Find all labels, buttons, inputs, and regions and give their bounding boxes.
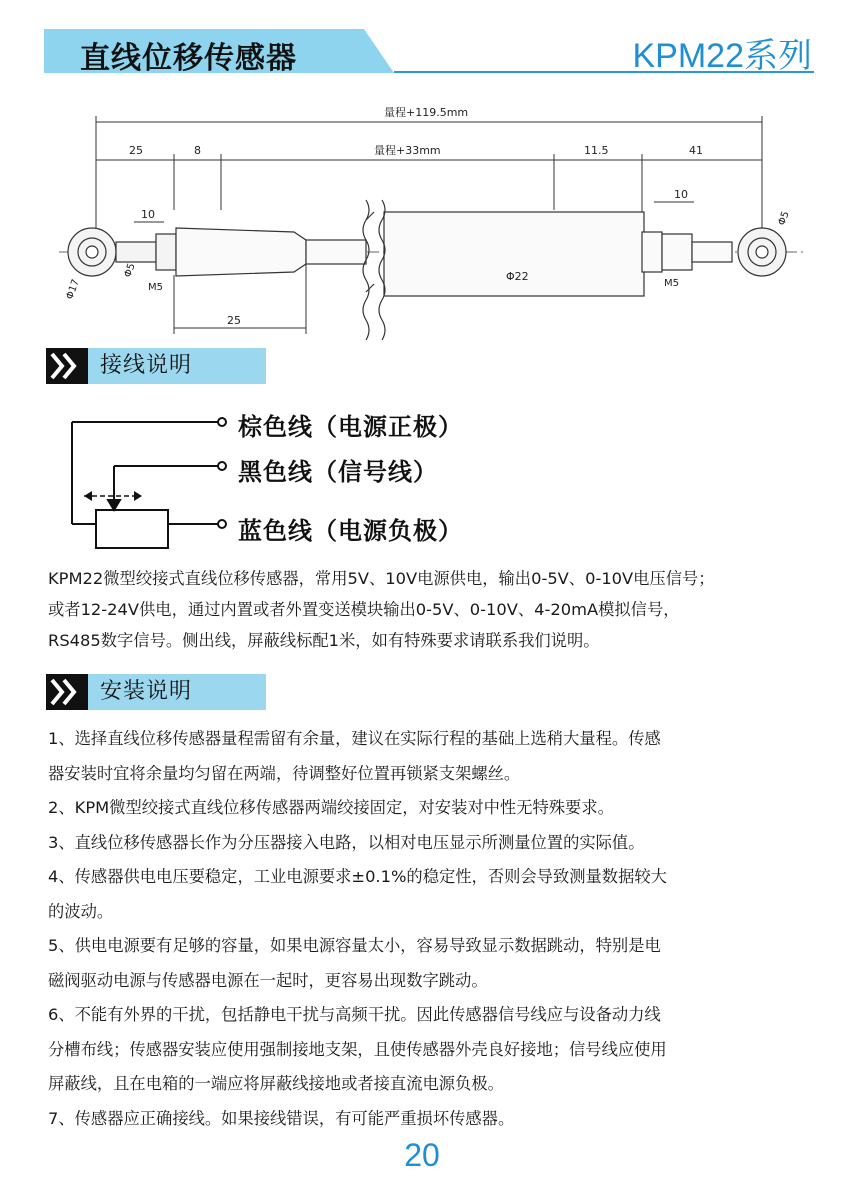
svg-text:Φ5: Φ5 xyxy=(776,209,792,228)
install-list xyxy=(48,722,818,1136)
total-range-text: 量程+119.5mm xyxy=(384,106,469,119)
wire-brown-label: 棕色线（电源正极） xyxy=(238,413,463,441)
svg-text:25: 25 xyxy=(227,314,241,327)
wiring-section-title: 接线说明 xyxy=(88,348,266,384)
page-number: 20 xyxy=(404,1137,440,1173)
wire-blue-label: 蓝色线（电源负极） xyxy=(238,517,463,545)
install-section-title: 安装说明 xyxy=(88,674,266,710)
install-line: 4、传感器供电电压要稳定，工业电源要求±0.1%的稳定性，否则会导致测量数据较大 xyxy=(48,867,667,886)
description-paragraph xyxy=(48,563,818,656)
description-line: 或者12-24V供电，通过内置或者外置变送模块输出0-5V、0-10V、4-20mA模拟信号， xyxy=(48,600,680,619)
install-line: 1、选择直线位移传感器量程需留有余量，建议在实际行程的基础上选稍大量程。传感 xyxy=(48,729,661,748)
sensor-body xyxy=(176,212,732,296)
svg-text:M5: M5 xyxy=(664,278,679,289)
range-text: 量程+33mm xyxy=(374,144,441,157)
svg-text:8: 8 xyxy=(194,144,201,157)
left-rod-end xyxy=(68,228,176,276)
page-title: 直线位移传感器 xyxy=(80,41,297,76)
install-line: 5、供电电源要有足够的容量，如果电源容量太小，容易导致显示数据跳动，特别是电 xyxy=(48,936,661,955)
install-line: 的波动。 xyxy=(48,901,114,921)
description-line: KPM22微型绞接式直线位移传感器，常用5V、10V电源供电，输出0-5V、0-10V电压信号； xyxy=(48,569,715,588)
svg-text:Φ22: Φ22 xyxy=(506,270,529,283)
svg-text:41: 41 xyxy=(689,144,703,157)
svg-text:Φ5: Φ5 xyxy=(122,261,138,280)
install-line: 器安装时宜将余量均匀留在两端，待调整好位置再锁紧支架螺丝。 xyxy=(48,763,521,783)
install-line: 屏蔽线，且在电箱的一端应将屏蔽线接地或者接直流电源负极。 xyxy=(48,1074,504,1093)
install-line: 2、KPM微型绞接式直线位移传感器两端绞接固定，对安装对中性无特殊要求。 xyxy=(48,798,614,817)
install-line: 7、传感器应正确接线。如果接线错误，有可能严重损坏传感器。 xyxy=(48,1108,515,1128)
series-label: KPM22系列 xyxy=(632,37,812,75)
install-line: 3、直线位移传感器长作为分压器接入电路，以相对电压显示所测量位置的实际值。 xyxy=(48,832,645,852)
svg-text:M5: M5 xyxy=(148,282,163,293)
svg-text:11.5: 11.5 xyxy=(584,144,609,157)
install-line: 分槽布线；传感器安装应使用强制接地支架，且使传感器外壳良好接地；信号线应使用 xyxy=(48,1039,667,1059)
dimension-drawing xyxy=(44,100,814,340)
install-line: 磁阀驱动电源与传感器电源在一起时，更容易出现数字跳动。 xyxy=(48,970,488,990)
description-line: RS485数字信号。侧出线，屏蔽线标配1米，如有特殊要求请联系我们说明。 xyxy=(48,631,600,650)
svg-text:10: 10 xyxy=(674,188,688,201)
right-rod-end xyxy=(738,228,786,276)
double-chevron-icon xyxy=(46,674,88,710)
svg-text:25: 25 xyxy=(129,144,143,157)
double-chevron-icon xyxy=(46,348,88,384)
install-line: 6、不能有外界的干扰，包括静电干扰与高频干扰。因此传感器信号线应与设备动力线 xyxy=(48,1005,661,1024)
svg-text:Φ17: Φ17 xyxy=(64,277,82,302)
wire-black-label: 黑色线（信号线） xyxy=(238,458,438,486)
svg-text:10: 10 xyxy=(141,208,155,221)
